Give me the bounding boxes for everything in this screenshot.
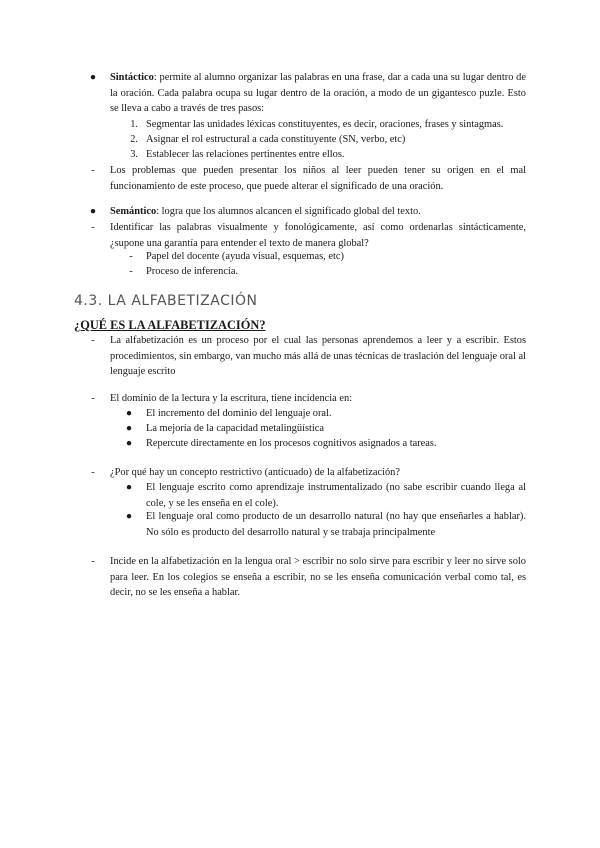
sintactico-problems-text: Los problemas que pueden presentar los niños al leer pueden tener su origen en el mal funcionamiento de este proceso, que puede alterar el significado de una oración. [110, 165, 526, 192]
dash-bullet-icon: - [129, 266, 133, 277]
section-subheading: ¿QUÉ ES LA ALFABETIZACIÓN? [74, 318, 266, 332]
section-heading: 4.3. LA ALFABETIZACIÓN [74, 293, 258, 309]
semantico-text: : logra que los alumnos alcancen el significado global del texto. [156, 206, 421, 217]
question-subitem-text: El lenguaje escrito como aprendizaje instrumentalizado (no sabe escribir cuando llega al cole, y se les enseña en el cole). [146, 482, 526, 509]
sintactico-text: : permite al alumno organizar las palabras en una frase, dar a cada una su lugar dentro de la oración. Cada palabra ocupa su lugar dentro de la oración, a modo de un gigantesco puzle. Esto se lleva a cabo a través de tres pasos: [110, 72, 526, 114]
dash-bullet-icon: - [91, 335, 95, 346]
bullet-dot-icon: ● [125, 408, 133, 419]
dash-bullet-icon: - [91, 556, 95, 567]
step-text: Establecer las relaciones pertinentes entre ellos. [146, 149, 345, 160]
step-number: 2. [130, 134, 138, 145]
bullet-dot-icon: ● [89, 206, 97, 217]
dash-bullet-icon: - [91, 467, 95, 478]
definition-text: La alfabetización es un proceso por el cual las personas aprendemos a leer y a escribir. Estos procedimientos, sin embargo, van mucho más allá de unas técnicas de traslación del lenguaje oral al lenguaje escrito [110, 335, 526, 377]
step-text: Asignar el rol estructural a cada constituyente (SN, verbo, etc) [146, 134, 406, 145]
bullet-dot-icon: ● [125, 438, 133, 449]
dash-bullet-icon: - [91, 222, 95, 233]
semantico-identify-text: Identificar las palabras visualmente y fonológicamente, así como ordenarlas sintácticamente, ¿supone una garantía para entender el texto de manera global? [110, 222, 526, 249]
dash-bullet-icon: - [91, 393, 95, 404]
bullet-dot-icon: ● [125, 482, 133, 493]
domain-intro-text: El dominio de la lectura y la escritura, tiene incidencia en: [110, 393, 353, 404]
bullet-dot-icon: ● [125, 511, 133, 522]
sintactico-paragraph [110, 70, 526, 117]
step-number: 1. [130, 119, 138, 130]
step-text: Segmentar las unidades léxicas constituyentes, es decir, oraciones, frases y sintagmas. [146, 119, 504, 130]
step-number: 3. [130, 149, 138, 160]
domain-subitem-text: El incremento del dominio del lenguaje oral. [146, 408, 332, 419]
dash-bullet-icon: - [91, 165, 95, 176]
question-subitem-text: El lenguaje oral como producto de un desarrollo natural (no hay que enseñarles a hablar). No sólo es producto del desarrollo natural y se trabaja principalmente [146, 511, 526, 538]
semantico-subitem-text: Papel del docente (ayuda visual, esquemas, etc) [146, 251, 344, 262]
question-text: ¿Por qué hay un concepto restrictivo (anticuado) de la alfabetización? [110, 467, 400, 478]
dash-bullet-icon: - [129, 251, 133, 262]
incide-text: Incide en la alfabetización en la lengua oral > escribir no solo sirve para escribir y leer no sirve solo para leer. En los colegios se enseña a escribir, no se les enseña comunicación verbal como tal, es decir, no se les enseña a hablar. [110, 556, 526, 598]
semantico-paragraph [110, 204, 526, 220]
semantico-term: Semántico [110, 206, 157, 217]
domain-subitem-text: La mejoría de la capacidad metalingüística [146, 423, 325, 434]
bullet-dot-icon: ● [125, 423, 133, 434]
semantico-subitem-text: Proceso de inferencia. [146, 266, 239, 277]
bullet-dot-icon: ● [89, 72, 97, 83]
domain-subitem-text: Repercute directamente en los procesos cognitivos asignados a tareas. [146, 438, 437, 449]
sintactico-term: Sintáctico [110, 72, 154, 83]
